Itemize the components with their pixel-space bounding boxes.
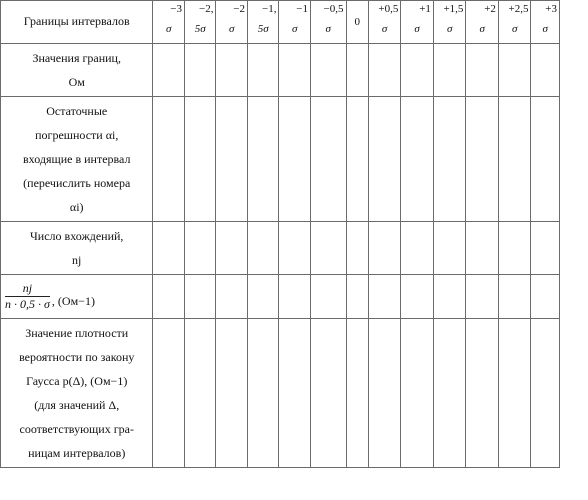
row-label-line: погрешности αi,	[35, 128, 119, 142]
interval-top: +2,5	[508, 3, 529, 15]
table-cell	[466, 275, 499, 319]
interval-bottom: σ	[479, 23, 485, 36]
row-label-occurrences	[1, 222, 153, 275]
table-cell	[216, 319, 248, 468]
table-cell	[433, 97, 466, 222]
interval-top: −2,	[198, 3, 214, 15]
row-label-line: Ом	[68, 75, 85, 89]
table-cell	[216, 44, 248, 97]
table-cell	[368, 319, 401, 468]
interval-bottom: σ	[291, 23, 298, 36]
row-label-line: nj	[72, 253, 82, 267]
fraction-formula	[5, 282, 50, 311]
interval-bottom: σ	[165, 23, 172, 36]
row-label-line: αi)	[69, 200, 84, 214]
table-cell	[368, 97, 401, 222]
table-cell	[531, 44, 560, 97]
row-label-line: Остаточные	[46, 104, 108, 118]
interval-bottom: σ	[511, 23, 518, 36]
row-label-line: (для значений Δ,	[34, 398, 120, 412]
table-cell	[466, 44, 499, 97]
table-cell	[466, 319, 499, 468]
row-label-residual-errors	[1, 97, 153, 222]
table-cell	[247, 275, 279, 319]
table-cell	[368, 275, 401, 319]
fraction-numerator: nj	[5, 282, 50, 297]
interval-bottom: σ	[446, 23, 453, 36]
interval-top: −0,5	[323, 3, 344, 15]
interval-bottom: 5σ	[257, 23, 269, 36]
row-label-line: Гаусса p(Δ), (Ом−1)	[26, 374, 128, 388]
table-cell	[401, 319, 434, 468]
interval-plus-0-5	[368, 1, 401, 44]
interval-bottom: 5σ	[194, 23, 206, 36]
table-cell	[466, 222, 499, 275]
interval-plus-2-5	[498, 1, 531, 44]
table-cell	[346, 275, 368, 319]
header-label: Границы интервалов	[1, 1, 153, 44]
interval-minus-3	[153, 1, 185, 44]
table-cell	[531, 319, 560, 468]
row-label-line: Значение плотности	[25, 326, 129, 340]
row-label-line: ницам интервалов)	[28, 446, 126, 460]
table-cell	[153, 222, 185, 275]
table-cell	[433, 319, 466, 468]
row-label-line: вероятности по закону	[19, 350, 135, 364]
table-cell	[279, 44, 311, 97]
interval-minus-2-5	[184, 1, 216, 44]
row-frequency-density	[1, 275, 560, 319]
fraction-denominator: n · 0,5 · σ	[5, 297, 50, 311]
interval-top: +1,5	[443, 3, 464, 15]
interval-top: +3	[545, 3, 557, 15]
table-cell	[368, 44, 401, 97]
row-label-gauss-density	[1, 319, 153, 468]
interval-bottom: σ	[381, 23, 388, 36]
table-cell	[401, 44, 434, 97]
table-cell	[346, 97, 368, 222]
row-label-line: Число вхождений,	[30, 229, 124, 243]
table-cell	[401, 97, 434, 222]
table-cell	[216, 97, 248, 222]
interval-bottom: σ	[414, 23, 420, 36]
row-label-line: Значения границ,	[32, 51, 121, 65]
table-cell	[247, 319, 279, 468]
table-cell	[498, 319, 531, 468]
row-label-frequency-density	[1, 275, 153, 319]
table-cell	[247, 97, 279, 222]
table-cell	[401, 275, 434, 319]
row-gauss-density	[1, 319, 560, 468]
interval-bottom: σ	[228, 23, 235, 36]
interval-top: −1	[296, 3, 308, 15]
interval-top: −3	[170, 3, 182, 15]
table-cell	[279, 319, 311, 468]
interval-plus-1	[401, 1, 434, 44]
interval-top: −1,	[261, 3, 277, 15]
interval-minus-2	[216, 1, 248, 44]
interval-top: −2	[233, 3, 245, 15]
table-cell	[368, 222, 401, 275]
table-cell	[531, 97, 560, 222]
table-cell	[310, 222, 346, 275]
table-cell	[433, 275, 466, 319]
row-label-boundary-values	[1, 44, 153, 97]
table-cell	[216, 275, 248, 319]
row-boundary-values	[1, 44, 560, 97]
table-cell	[346, 222, 368, 275]
table-cell	[531, 222, 560, 275]
row-occurrences	[1, 222, 560, 275]
table-cell	[346, 44, 368, 97]
table-cell	[433, 44, 466, 97]
interval-minus-0-5	[310, 1, 346, 44]
table-cell	[247, 44, 279, 97]
interval-top: +0,5	[378, 3, 399, 15]
table-cell	[184, 44, 216, 97]
interval-bottom: σ	[542, 23, 548, 36]
table-cell	[279, 275, 311, 319]
table-cell	[279, 222, 311, 275]
interval-plus-2	[466, 1, 499, 44]
table-cell	[184, 275, 216, 319]
table-cell	[153, 275, 185, 319]
interval-top: +1	[419, 3, 431, 15]
row-label-line: соответствующих гра-	[19, 422, 134, 436]
interval-minus-1-5	[247, 1, 279, 44]
interval-top: +2	[484, 3, 496, 15]
table-cell	[498, 44, 531, 97]
table-cell	[247, 222, 279, 275]
table-cell	[184, 319, 216, 468]
table-cell	[310, 44, 346, 97]
table-cell	[216, 222, 248, 275]
table-cell	[153, 319, 185, 468]
interval-plus-3	[531, 1, 560, 44]
row-label-line: входящие в интервал	[22, 152, 131, 166]
table-cell	[310, 275, 346, 319]
interval-bottom: σ	[325, 23, 331, 36]
interval-plus-1-5	[433, 1, 466, 44]
header-row	[1, 1, 560, 44]
table-cell	[401, 222, 434, 275]
table-cell	[310, 97, 346, 222]
table-cell	[153, 44, 185, 97]
table-cell	[184, 222, 216, 275]
interval-minus-1	[279, 1, 311, 44]
table-cell	[346, 319, 368, 468]
table-cell	[531, 275, 560, 319]
fraction-unit: , (Ом−1)	[51, 293, 95, 308]
table-cell	[184, 97, 216, 222]
table-cell	[498, 275, 531, 319]
table-cell	[310, 319, 346, 468]
table-cell	[466, 97, 499, 222]
table-cell	[498, 97, 531, 222]
table-cell	[153, 97, 185, 222]
interval-zero: 0	[346, 1, 368, 44]
table-cell	[279, 97, 311, 222]
row-residual-errors	[1, 97, 560, 222]
table-cell	[498, 222, 531, 275]
table-cell	[433, 222, 466, 275]
row-label-line: (перечислить номера	[23, 176, 131, 190]
